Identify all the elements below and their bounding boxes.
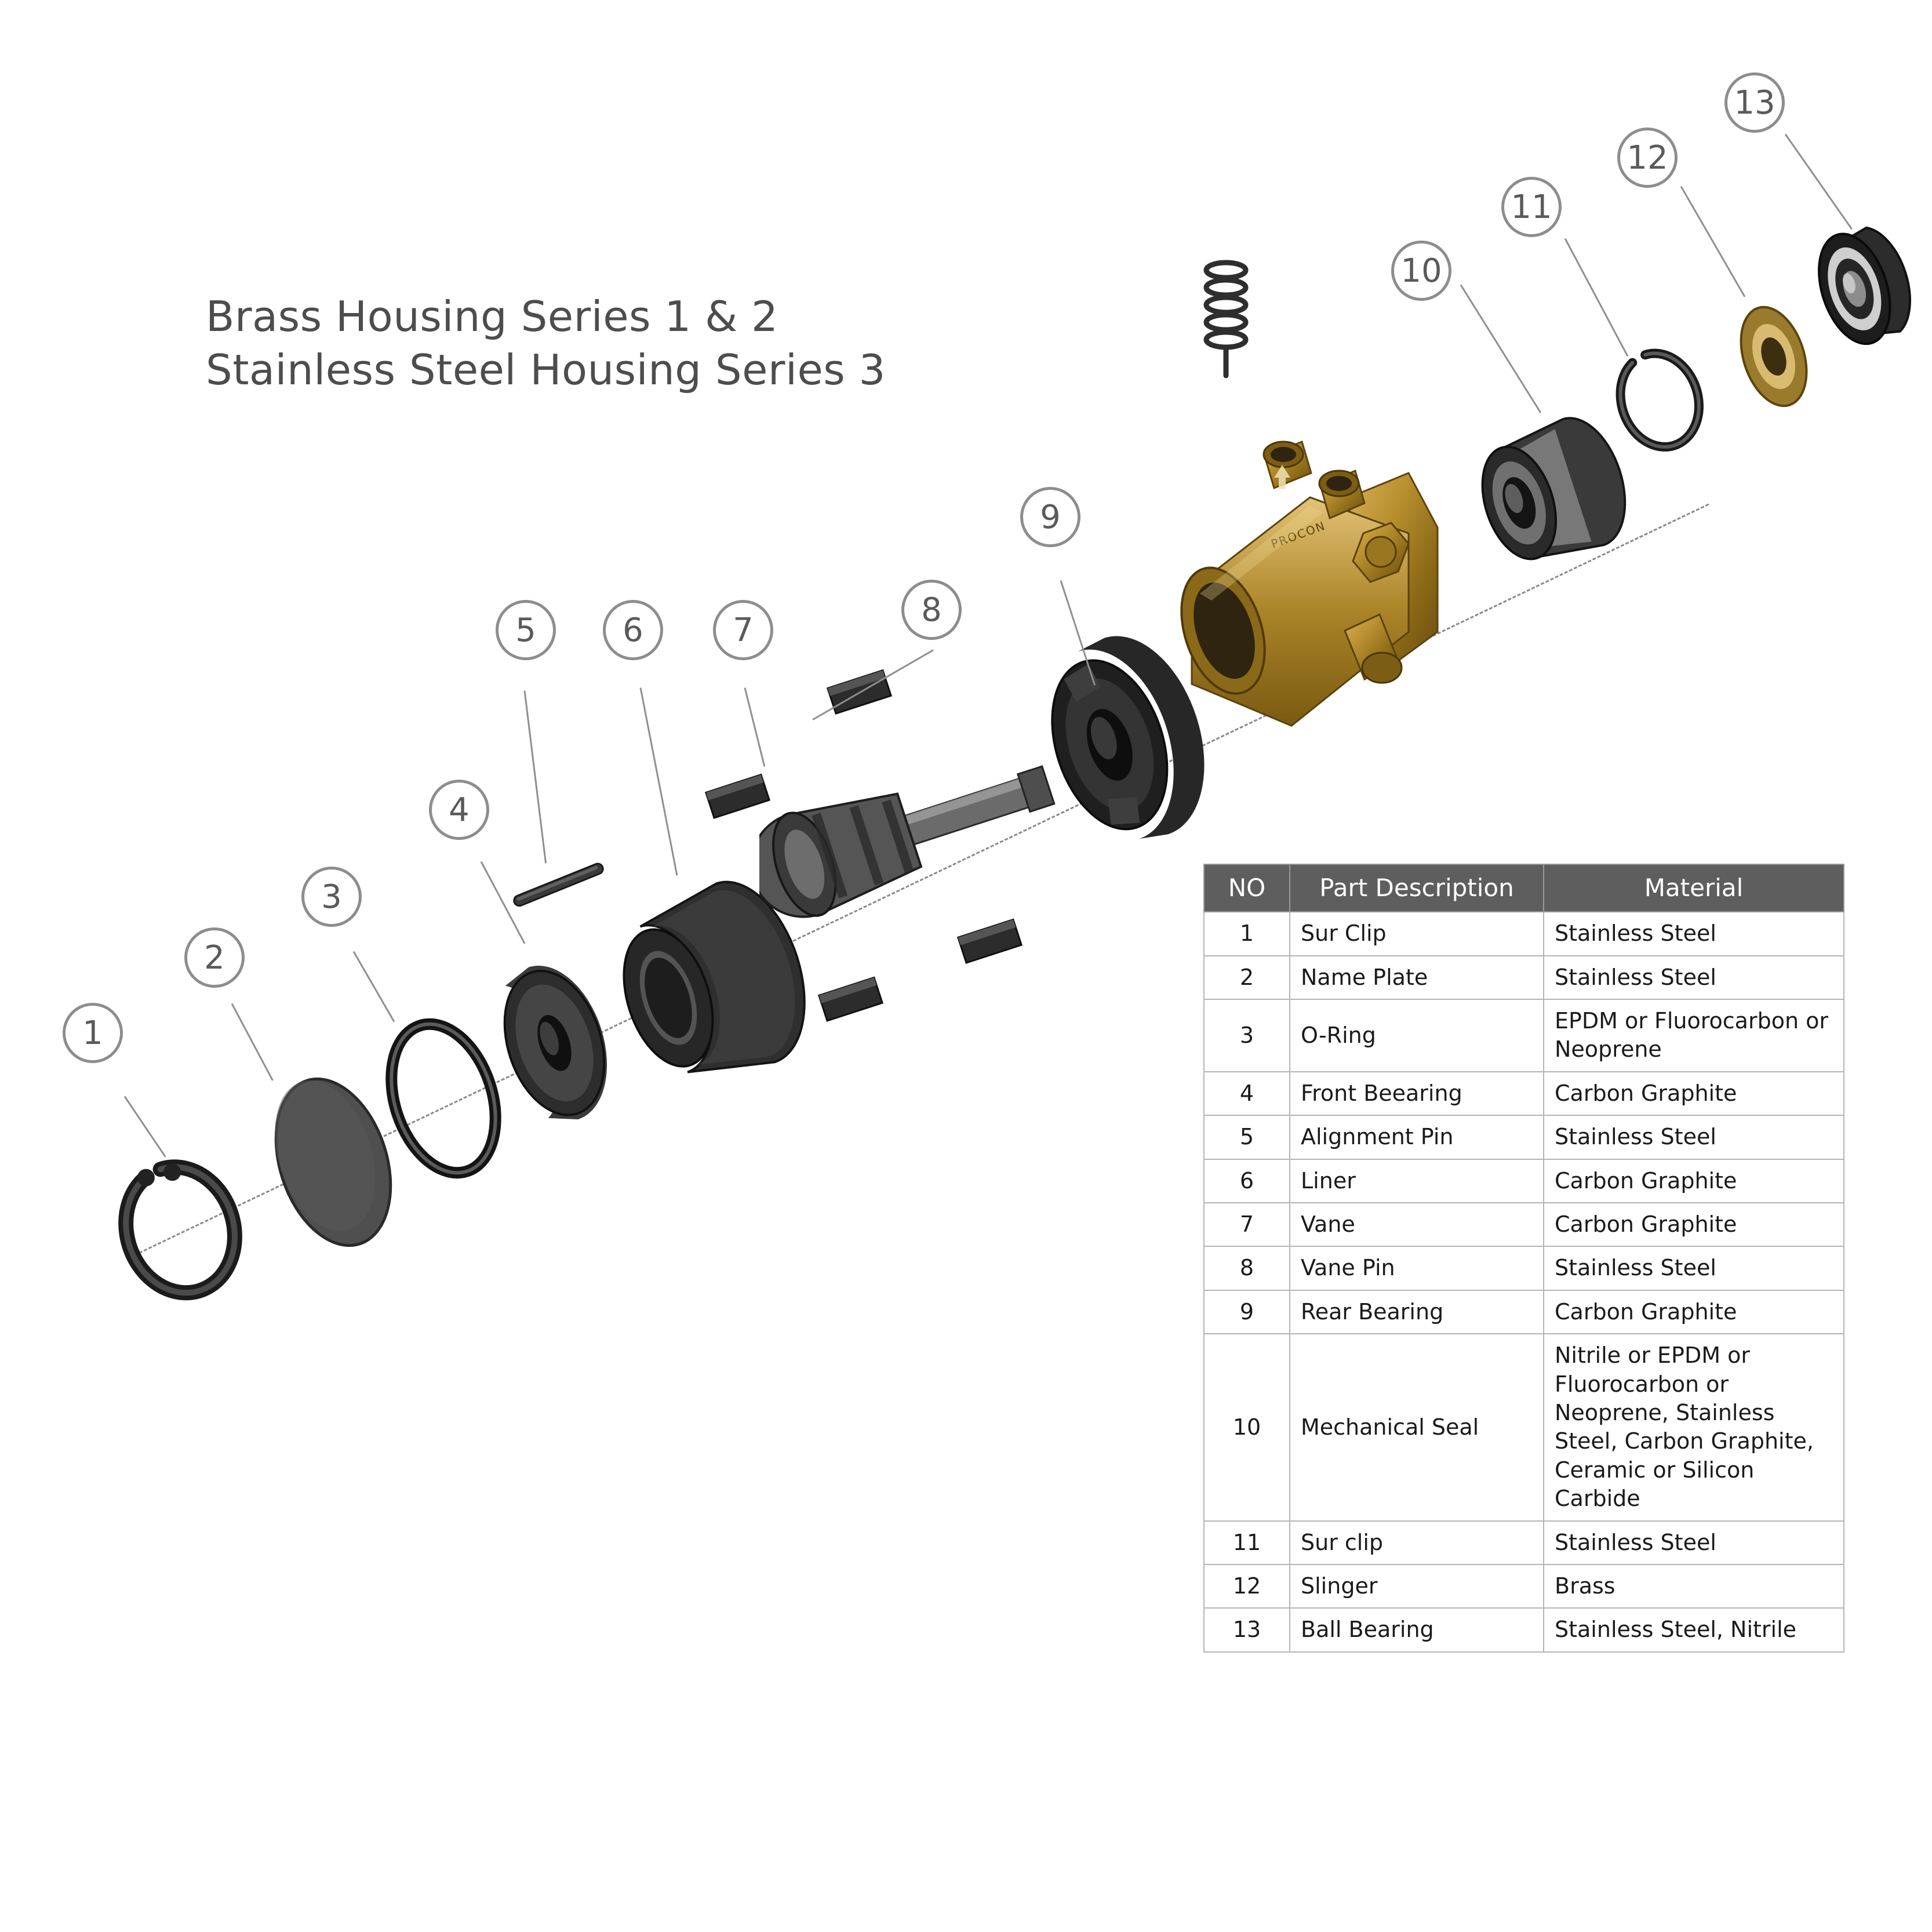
cell-no: 9 bbox=[1204, 1290, 1290, 1334]
cell-material: Stainless Steel bbox=[1544, 1115, 1844, 1159]
cell-desc: Vane Pin bbox=[1290, 1246, 1544, 1290]
callout-8[interactable]: 8 bbox=[901, 580, 962, 640]
cell-material: Stainless Steel bbox=[1544, 1521, 1844, 1564]
callout-5[interactable]: 5 bbox=[496, 600, 556, 660]
cell-material: Stainless Steel bbox=[1544, 1246, 1844, 1290]
cell-material: Carbon Graphite bbox=[1544, 1159, 1844, 1203]
cell-no: 3 bbox=[1204, 999, 1290, 1072]
part-brass-housing bbox=[1136, 359, 1496, 765]
cell-desc: O-Ring bbox=[1290, 999, 1544, 1072]
part-sur-clip-rear bbox=[1606, 342, 1716, 464]
leader-11 bbox=[1564, 238, 1629, 356]
cell-no: 13 bbox=[1204, 1608, 1290, 1651]
table-row bbox=[1204, 1072, 1844, 1115]
cell-no: 12 bbox=[1204, 1564, 1290, 1608]
callout-7[interactable]: 7 bbox=[713, 600, 773, 660]
cell-material: Stainless Steel bbox=[1544, 956, 1844, 999]
cell-no: 1 bbox=[1204, 912, 1290, 955]
callout-4[interactable]: 4 bbox=[429, 780, 489, 840]
callout-6[interactable]: 6 bbox=[603, 600, 663, 660]
table-row bbox=[1204, 1159, 1844, 1203]
cell-desc: Name Plate bbox=[1290, 956, 1544, 999]
leader-12 bbox=[1680, 186, 1746, 297]
page-title bbox=[206, 290, 886, 396]
part-ball-bearing bbox=[1803, 209, 1932, 359]
cell-material: Carbon Graphite bbox=[1544, 1203, 1844, 1246]
table-row bbox=[1204, 1521, 1844, 1564]
cell-material: Carbon Graphite bbox=[1544, 1072, 1844, 1115]
callout-2[interactable]: 2 bbox=[184, 927, 245, 988]
parts-table bbox=[1203, 864, 1844, 1653]
cell-material: Carbon Graphite bbox=[1544, 1290, 1844, 1334]
table-row bbox=[1204, 956, 1844, 999]
table-row bbox=[1204, 912, 1844, 955]
cell-no: 7 bbox=[1204, 1203, 1290, 1246]
title-line-1: Brass Housing Series 1 & 2 bbox=[206, 292, 778, 341]
callout-10[interactable]: 10 bbox=[1391, 241, 1451, 301]
callout-11[interactable]: 11 bbox=[1501, 177, 1562, 237]
cell-no: 11 bbox=[1204, 1521, 1290, 1564]
cell-no: 8 bbox=[1204, 1246, 1290, 1290]
callout-9[interactable]: 9 bbox=[1020, 487, 1080, 547]
cell-desc: Liner bbox=[1290, 1159, 1544, 1203]
table-row bbox=[1204, 1334, 1844, 1520]
cell-desc: Alignment Pin bbox=[1290, 1115, 1544, 1159]
cell-material: Stainless Steel, Nitrile bbox=[1544, 1608, 1844, 1651]
table-header-row bbox=[1204, 864, 1844, 912]
leader-1 bbox=[124, 1096, 166, 1158]
cell-no: 4 bbox=[1204, 1072, 1290, 1115]
table-row bbox=[1204, 1246, 1844, 1290]
callout-3[interactable]: 3 bbox=[301, 867, 362, 927]
table-row bbox=[1204, 999, 1844, 1072]
cell-no: 5 bbox=[1204, 1115, 1290, 1159]
table-row bbox=[1204, 1608, 1844, 1651]
callout-1[interactable]: 1 bbox=[63, 1003, 123, 1063]
table-row bbox=[1204, 1115, 1844, 1159]
callout-13[interactable]: 13 bbox=[1724, 72, 1785, 133]
table-row bbox=[1204, 1564, 1844, 1608]
svg-text:PROCON: PROCON bbox=[1269, 518, 1328, 551]
cell-desc: Vane bbox=[1290, 1203, 1544, 1246]
cell-desc: Slinger bbox=[1290, 1564, 1544, 1608]
table-header-material: Material bbox=[1544, 864, 1844, 912]
callout-12[interactable]: 12 bbox=[1617, 128, 1678, 188]
cell-desc: Front Beearing bbox=[1290, 1072, 1544, 1115]
cell-desc: Rear Bearing bbox=[1290, 1290, 1544, 1334]
table-header-no: NO bbox=[1204, 864, 1290, 912]
cell-material: EPDM or Fluorocarbon or Neoprene bbox=[1544, 999, 1844, 1072]
part-vane-c bbox=[812, 968, 893, 1032]
cell-desc: Sur clip bbox=[1290, 1521, 1544, 1564]
table-header-desc: Part Description bbox=[1290, 864, 1544, 912]
part-sur-clip-front bbox=[110, 1154, 249, 1304]
title-line-2: Stainless Steel Housing Series 3 bbox=[206, 345, 886, 395]
cell-desc: Sur Clip bbox=[1290, 912, 1544, 955]
leader-6 bbox=[640, 687, 678, 876]
cell-no: 10 bbox=[1204, 1334, 1290, 1520]
table-row bbox=[1204, 1203, 1844, 1246]
cell-material: Brass bbox=[1544, 1564, 1844, 1608]
leader-5 bbox=[524, 690, 547, 863]
cell-desc: Ball Bearing bbox=[1290, 1608, 1544, 1651]
part-alignment-pin bbox=[501, 843, 617, 930]
cell-no: 6 bbox=[1204, 1159, 1290, 1203]
cell-no: 2 bbox=[1204, 956, 1290, 999]
cell-material: Nitrile or EPDM or Fluorocarbon or Neoprene, Stainless Steel, Carbon Graphite, Ceramic or Silicon Carbide bbox=[1544, 1334, 1844, 1520]
table-row bbox=[1204, 1290, 1844, 1334]
cell-material: Stainless Steel bbox=[1544, 912, 1844, 955]
cell-desc: Mechanical Seal bbox=[1290, 1334, 1544, 1520]
